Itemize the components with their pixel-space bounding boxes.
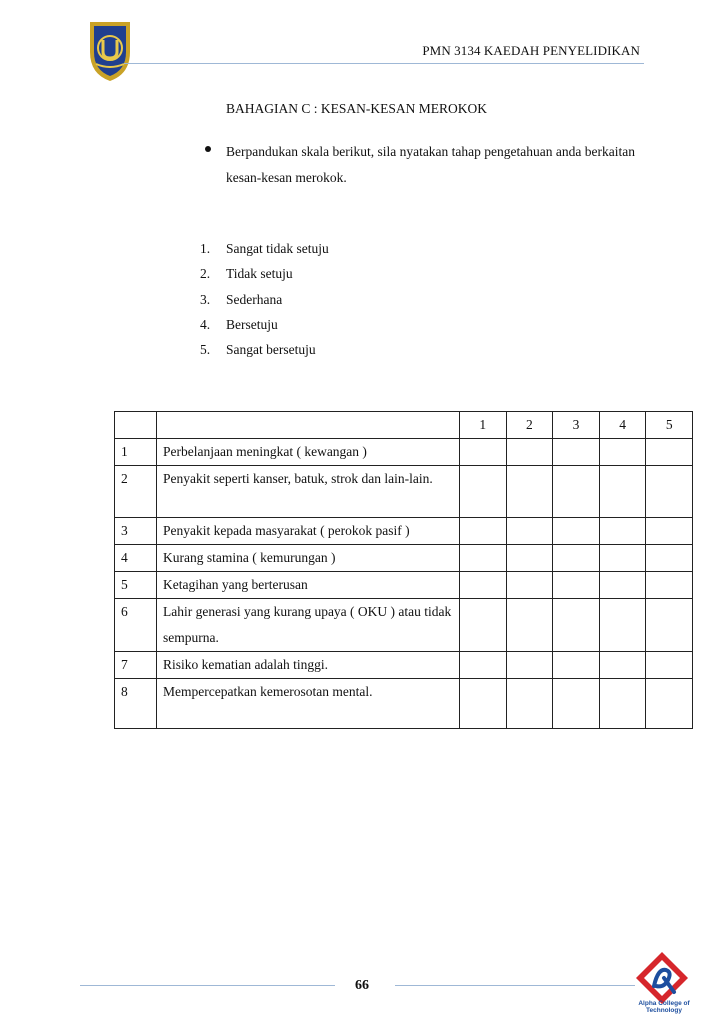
rating-table	[114, 411, 693, 729]
header-cell	[157, 412, 460, 439]
row-statement: Kurang stamina ( kemurungan )	[157, 545, 460, 572]
rating-cell[interactable]	[646, 466, 693, 518]
scale-item: 1. Sangat tidak setuju	[200, 241, 329, 256]
rating-cell[interactable]	[553, 518, 600, 545]
rating-cell[interactable]	[460, 518, 507, 545]
university-crest-icon	[80, 18, 140, 84]
rating-cell[interactable]	[506, 572, 553, 599]
row-statement: Perbelanjaan meningkat ( kewangan )	[157, 439, 460, 466]
rating-cell[interactable]	[506, 652, 553, 679]
scale-item: 5. Sangat bersetuju	[200, 342, 316, 358]
footer-rule-right	[395, 985, 635, 986]
rating-cell[interactable]	[646, 599, 693, 652]
rating-cell[interactable]	[460, 466, 507, 518]
rating-cell[interactable]	[599, 652, 646, 679]
rating-cell[interactable]	[553, 466, 600, 518]
rating-cell[interactable]	[553, 652, 600, 679]
table-row	[115, 599, 693, 652]
rating-cell[interactable]	[599, 439, 646, 466]
rating-cell[interactable]	[506, 439, 553, 466]
row-number: 6	[115, 599, 157, 652]
header-rule	[124, 63, 644, 64]
row-statement: Penyakit seperti kanser, batuk, strok dan lain-lain.	[157, 466, 460, 518]
rating-cell[interactable]	[460, 572, 507, 599]
row-number: 8	[115, 679, 157, 729]
rating-cell[interactable]	[506, 679, 553, 729]
bullet-icon	[205, 146, 211, 152]
table-row	[115, 652, 693, 679]
row-statement: Penyakit kepada masyarakat ( perokok pasif )	[157, 518, 460, 545]
rating-cell[interactable]	[646, 518, 693, 545]
table-header-row	[115, 412, 693, 439]
rating-cell[interactable]	[646, 439, 693, 466]
instruction-text: Berpandukan skala berikut, sila nyatakan tahap pengetahuan anda berkaitan kesan-kesan merokok.	[226, 144, 635, 185]
rating-cell[interactable]	[599, 466, 646, 518]
rating-cell[interactable]	[460, 599, 507, 652]
header-cell-scale-2: 2	[506, 412, 553, 439]
row-number: 1	[115, 439, 157, 466]
scale-item: 4. Bersetuju	[200, 316, 278, 332]
rating-cell[interactable]	[599, 572, 646, 599]
row-number: 4	[115, 545, 157, 572]
scale-list	[200, 236, 329, 362]
rating-cell[interactable]	[599, 518, 646, 545]
page-number: 66	[355, 978, 369, 993]
alpha-college-logo-text: Alpha College of Technology	[638, 1000, 690, 1014]
rating-cell[interactable]	[646, 652, 693, 679]
header-cell-scale-1: 1	[460, 412, 507, 439]
table-row	[115, 679, 693, 729]
course-title: PMN 3134 KAEDAH PENYELIDIKAN	[422, 43, 640, 58]
rating-cell[interactable]	[553, 572, 600, 599]
row-number: 2	[115, 466, 157, 518]
rating-cell[interactable]	[646, 572, 693, 599]
header-cell	[115, 412, 157, 439]
row-statement: Risiko kematian adalah tinggi.	[157, 652, 460, 679]
scale-item: 3. Sederhana	[200, 291, 283, 307]
rating-cell[interactable]	[553, 679, 600, 729]
row-statement: Lahir generasi yang kurang upaya ( OKU ) atau tidak sempurna.	[157, 599, 460, 652]
table-row	[115, 545, 693, 572]
rating-cell[interactable]	[599, 679, 646, 729]
rating-cell[interactable]	[460, 679, 507, 729]
header-cell-scale-5: 5	[646, 412, 693, 439]
rating-cell[interactable]	[506, 466, 553, 518]
rating-cell[interactable]	[553, 545, 600, 572]
rating-cell[interactable]	[553, 599, 600, 652]
rating-cell[interactable]	[553, 439, 600, 466]
row-number: 3	[115, 518, 157, 545]
table-row	[115, 466, 693, 518]
rating-cell[interactable]	[599, 599, 646, 652]
rating-cell[interactable]	[646, 545, 693, 572]
row-statement: Mempercepatkan kemerosotan mental.	[157, 679, 460, 729]
rating-cell[interactable]	[646, 679, 693, 729]
row-statement: Ketagihan yang berterusan	[157, 572, 460, 599]
rating-cell[interactable]	[460, 652, 507, 679]
table-row	[115, 572, 693, 599]
header-cell-scale-4: 4	[599, 412, 646, 439]
rating-cell[interactable]	[460, 545, 507, 572]
rating-cell[interactable]	[460, 439, 507, 466]
rating-cell[interactable]	[506, 599, 553, 652]
row-number: 5	[115, 572, 157, 599]
header-cell-scale-3: 3	[553, 412, 600, 439]
table-row	[115, 439, 693, 466]
scale-item: 2. Tidak setuju	[200, 266, 293, 282]
section-title: BAHAGIAN C : KESAN-KESAN MEROKOK	[226, 101, 488, 116]
rating-cell[interactable]	[506, 518, 553, 545]
row-number: 7	[115, 652, 157, 679]
rating-cell[interactable]	[599, 545, 646, 572]
rating-cell[interactable]	[506, 545, 553, 572]
table-row	[115, 518, 693, 545]
footer-rule-left	[80, 985, 335, 986]
